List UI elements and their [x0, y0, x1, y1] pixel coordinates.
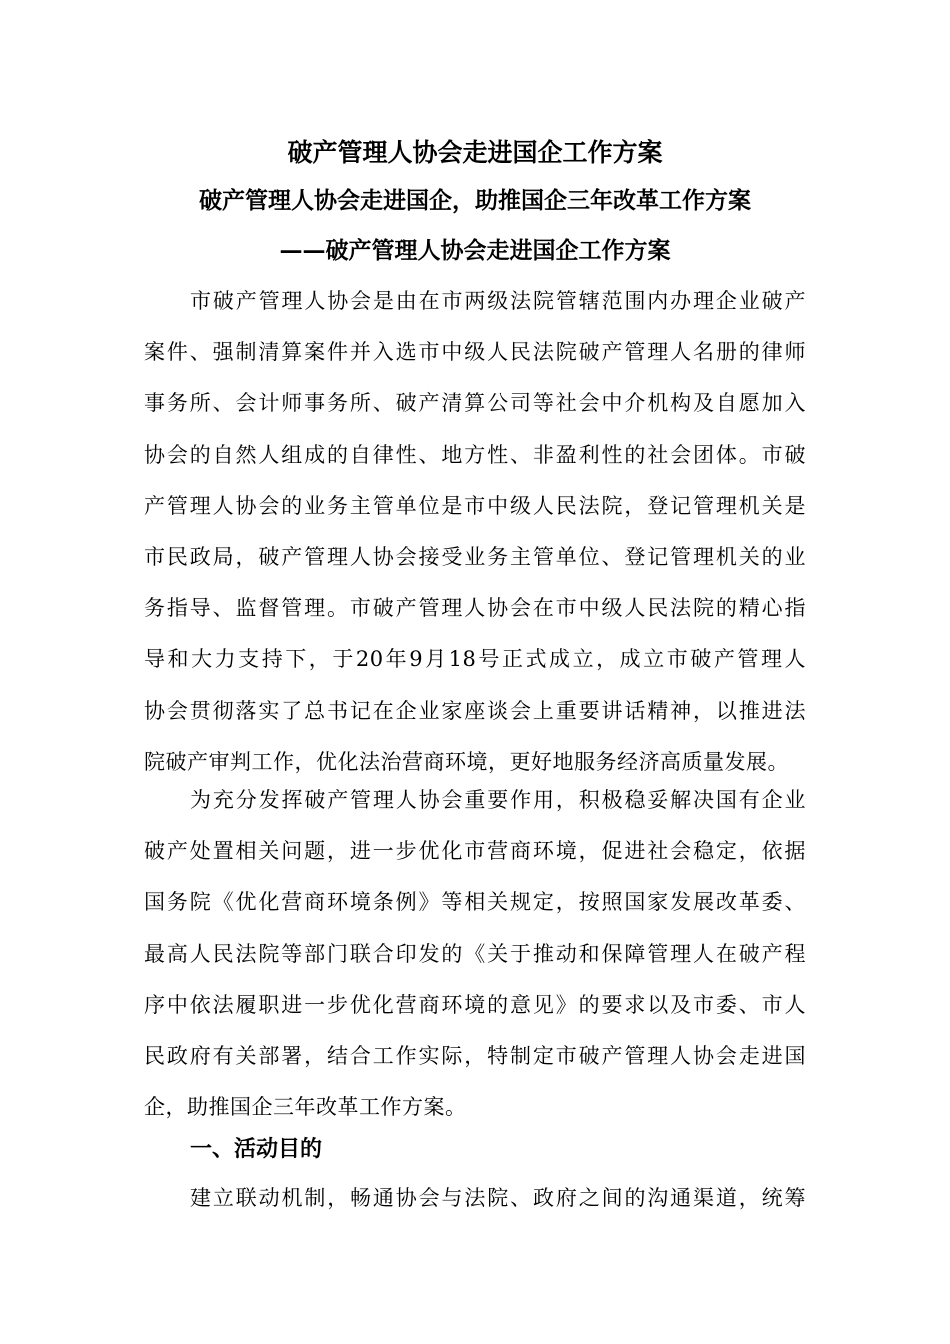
paragraph-introduction — [144, 276, 806, 788]
paragraph-section1 — [144, 1173, 806, 1224]
paragraph-line: 案件、强制清算案件并入选市中级人民法院破产管理人名册的律师 — [144, 340, 806, 365]
document-title: 破产管理人协会走进国企工作方案 — [287, 138, 663, 167]
paragraph-line: 产管理人协会的业务主管单位是市中级人民法院，登记管理机关是 — [144, 493, 806, 518]
section-heading: 一、活动目的 — [190, 1136, 323, 1162]
paragraph-line: 市破产管理人协会是由在市两级法院管辖范围内办理企业破产 — [190, 289, 806, 313]
paragraph-line: 建立联动机制，畅通协会与法院、政府之间的沟通渠道，统筹 — [190, 1186, 806, 1210]
paragraph-line: 协会贯彻落实了总书记在企业家座谈会上重要讲话精神，以推进法 — [144, 698, 806, 723]
paragraph-line: 事务所、会计师事务所、破产清算公司等社会中介机构及自愿加入 — [144, 391, 806, 416]
paragraph-line: 协会的自然人组成的自律性、地方性、非盈利性的社会团体。市破 — [144, 442, 806, 467]
document-subtitle-secondary: ——破产管理人协会走进国企工作方案 — [279, 237, 671, 264]
paragraph-line: 序中依法履职进一步优化营商环境的意见》的要求以及市委、市人 — [144, 992, 806, 1017]
paragraph-line: 民政府有关部署，结合工作实际，特制定市破产管理人协会走进国 — [144, 1043, 806, 1068]
paragraph-line: 务指导、监督管理。市破产管理人协会在市中级人民法院的精心指 — [144, 596, 806, 621]
paragraph-line: 院破产审判工作，优化法治营商环境，更好地服务经济高质量发展。 — [144, 749, 789, 774]
paragraph-line: 为充分发挥破产管理人协会重要作用，积极稳妥解决国有企业 — [190, 788, 806, 812]
paragraph-line: 破产处置相关问题，进一步优化市营商环境，促进社会稳定，依据 — [144, 839, 806, 864]
paragraph-line: 国务院《优化营商环境条例》等相关规定，按照国家发展改革委、 — [144, 890, 806, 915]
document-subtitle: 破产管理人协会走进国企，助推国企三年改革工作方案 — [199, 187, 751, 214]
paragraph-line: 企，助推国企三年改革工作方案。 — [144, 1095, 467, 1120]
paragraph-line: 市民政局，破产管理人协会接受业务主管单位、登记管理机关的业 — [144, 544, 806, 569]
paragraph-line: 导和大力支持下，于20年9月18号正式成立，成立市破产管理人 — [144, 647, 806, 672]
paragraph-purpose — [144, 775, 806, 1133]
paragraph-line: 最高人民法院等部门联合印发的《关于推动和保障管理人在破产程 — [144, 941, 806, 966]
